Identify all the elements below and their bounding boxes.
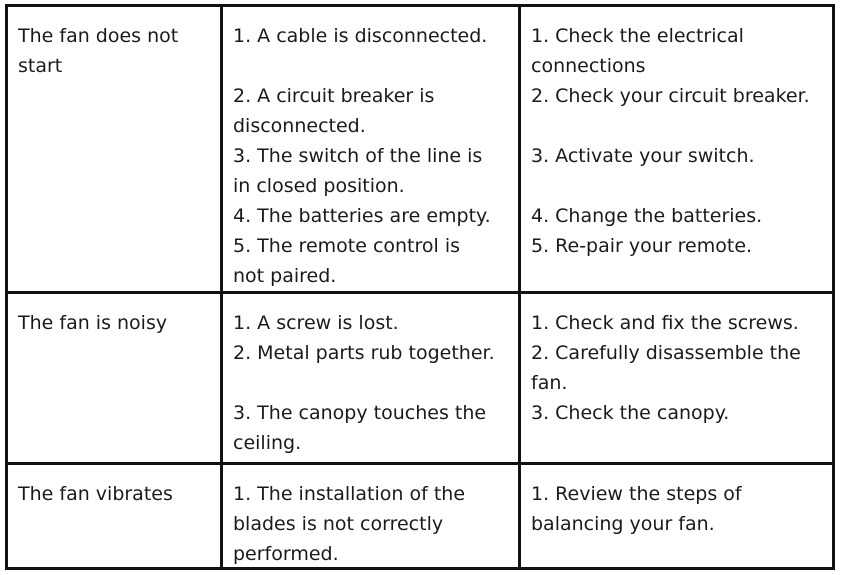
cause-text: 2. Metal parts rub together. xyxy=(233,342,495,364)
cause-text: 2. A circuit breaker is xyxy=(233,85,435,107)
solution-text: 1. Check the electrical xyxy=(531,25,744,47)
cause-text: 1. A cable is disconnected. xyxy=(233,25,488,47)
cause-text: in closed position. xyxy=(233,175,405,197)
solution-cell xyxy=(521,465,832,567)
cause-cell xyxy=(223,465,518,567)
spacer xyxy=(531,171,822,201)
cause-text: 5. The remote control is xyxy=(233,235,461,257)
cause-cell xyxy=(223,294,518,462)
solution-cell xyxy=(521,294,832,462)
cause-text: 1. A screw is lost. xyxy=(233,312,399,334)
solution-text: 3. Activate your switch. xyxy=(531,145,755,167)
spacer xyxy=(233,51,508,81)
cause-text: performed. xyxy=(233,543,339,565)
problem-text: start xyxy=(18,55,63,77)
cause-cell xyxy=(223,7,518,291)
cause-text: ceiling. xyxy=(233,432,302,454)
problem-cell xyxy=(8,294,220,462)
spacer xyxy=(233,368,508,398)
solution-text: fan. xyxy=(531,372,568,394)
solution-text: 5. Re-pair your remote. xyxy=(531,235,753,257)
solution-text: 2. Check your circuit breaker. xyxy=(531,85,810,107)
problem-cell xyxy=(8,7,220,291)
solution-text: 4. Change the batteries. xyxy=(531,205,763,227)
solution-text: 1. Check and fix the screws. xyxy=(531,312,799,334)
solution-text: 2. Carefully disassemble the xyxy=(531,342,801,364)
cause-text: blades is not correctly xyxy=(233,513,444,535)
problem-text: The fan vibrates xyxy=(18,483,173,505)
cause-text: not paired. xyxy=(233,265,337,287)
solution-text: 1. Review the steps of xyxy=(531,483,742,505)
problem-text: The fan does not xyxy=(18,25,179,47)
cause-text: 4. The batteries are empty. xyxy=(233,205,491,227)
cause-text: 1. The installation of the xyxy=(233,483,466,505)
solution-text: connections xyxy=(531,55,646,77)
cause-text: 3. The switch of the line is xyxy=(233,145,483,167)
problem-text: The fan is noisy xyxy=(18,312,168,334)
solution-cell xyxy=(521,7,832,291)
cause-text: 3. The canopy touches the xyxy=(233,402,487,424)
cause-text: disconnected. xyxy=(233,115,366,137)
problem-cell xyxy=(8,465,220,567)
solution-text: balancing your fan. xyxy=(531,513,715,535)
troubleshooting-table xyxy=(5,4,835,570)
spacer xyxy=(531,111,822,141)
solution-text: 3. Check the canopy. xyxy=(531,402,730,424)
